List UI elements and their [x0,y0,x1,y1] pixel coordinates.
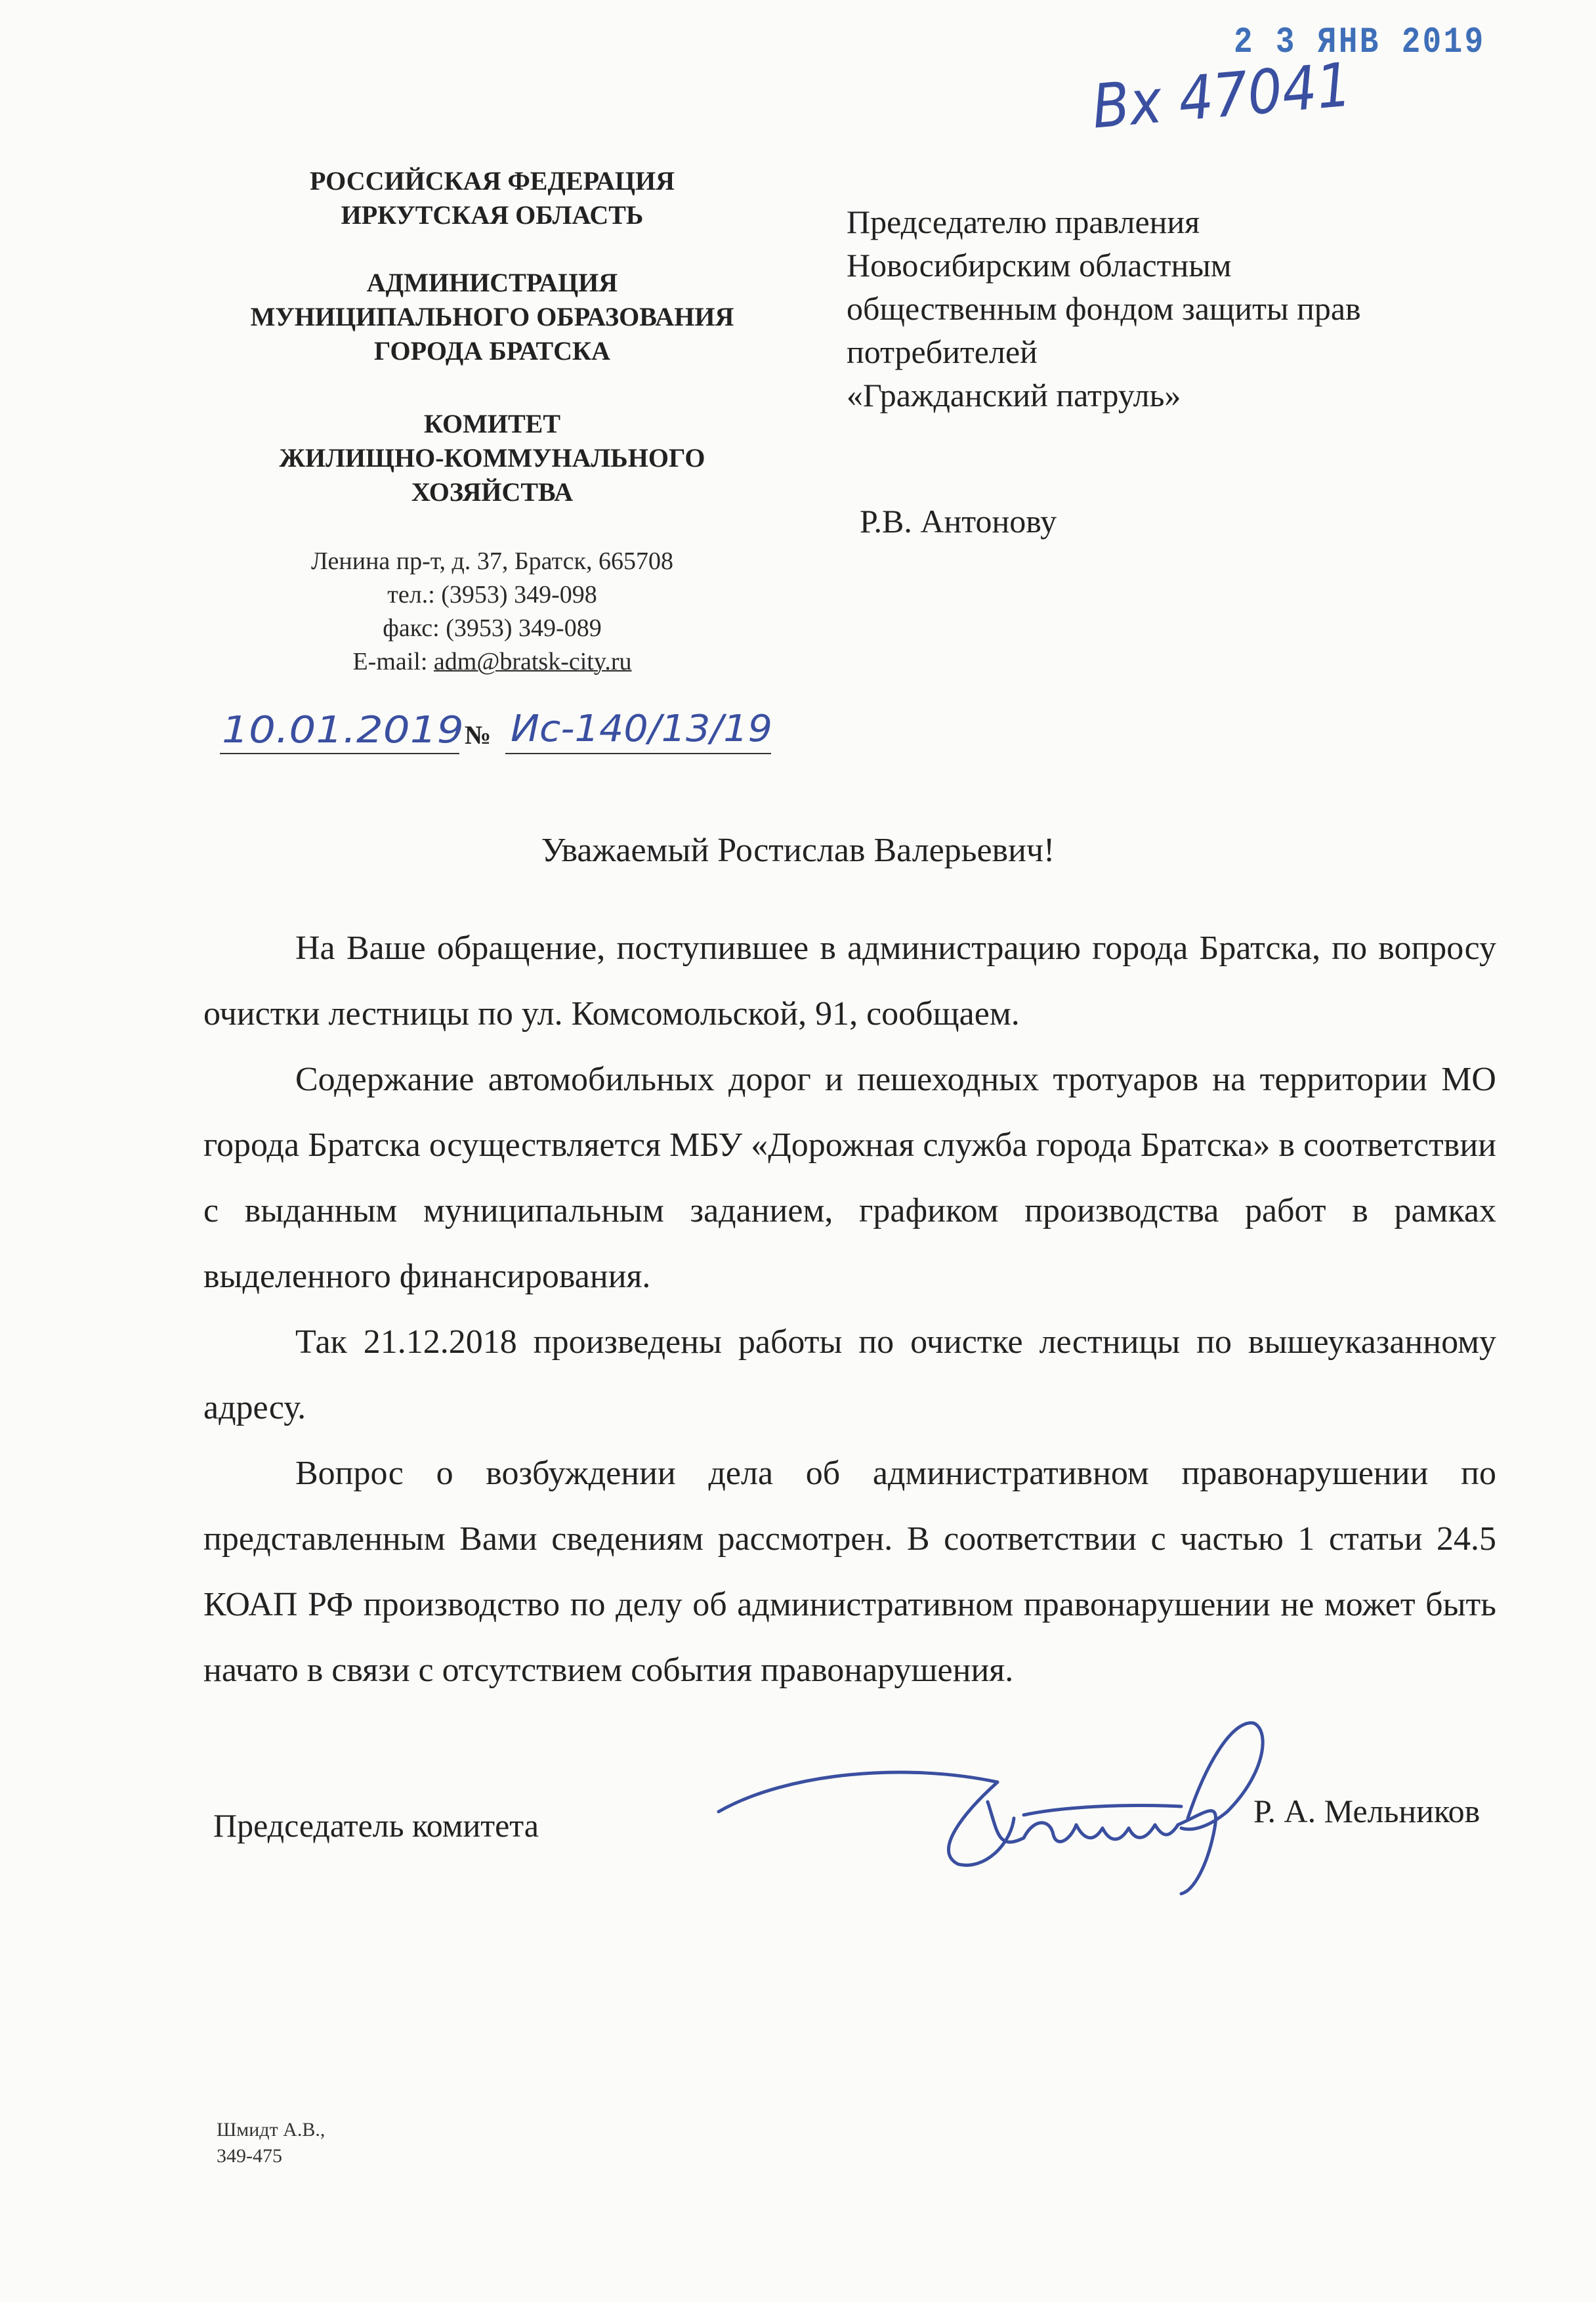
sender-phone: тел.: (3953) 349-098 [387,581,597,608]
dept-line-1: КОМИТЕТ [423,409,561,438]
incoming-number-handwritten: Вх 47041 [1089,49,1354,142]
org-line-1: АДМИНИСТРАЦИЯ [366,268,618,297]
federation-line: РОССИЙСКАЯ ФЕДЕРАЦИЯ [309,166,675,196]
dept-line-2: ЖИЛИЩНО-КОММУНАЛЬНОГО [279,443,705,473]
body-paragraph: Вопрос о возбуждении дела об административном правонарушении по представленным Вами сведениям рассмотрен. В соответствии с частью 1 статьи 24.5 КОАП РФ производство по делу об административном правонарушении не может быть начато в связи с отсутствием события правонарушения. [203,1455,1496,1689]
outgoing-date-handwritten: 10.01.2019 [222,709,464,752]
org-line-2: МУНИЦИПАЛЬНОГО ОБРАЗОВАНИЯ [250,302,734,331]
sender-contacts [217,545,768,679]
outgoing-number-sign: № [465,720,492,750]
body-paragraph: Так 21.12.2018 произведены работы по очистке лестницы по вышеуказанному адресу. [203,1323,1496,1426]
handwritten-signature [719,1723,1263,1894]
sender-address: Ленина пр-т, д. 37, Братск, 665708 [311,547,673,575]
recipient-line-3: общественным фондом защиты прав [847,290,1361,327]
recipient-line-1: Председателю правления [847,203,1200,240]
signatory-title: Председатель комитета [213,1807,539,1844]
executor-name: Шмидт А.В., [217,2119,326,2141]
sender-org [197,266,788,368]
recipient-name: Р.В. Антонову [860,503,1057,540]
sender-department [197,407,788,509]
org-line-3: ГОРОДА БРАТСКА [374,336,610,366]
email-label: E-mail: [352,648,434,675]
recipient-line-5: «Гражданский патруль» [847,377,1181,414]
executor-info [217,2117,325,2169]
signatory-name: Р. А. Мельников [1253,1793,1480,1829]
recipient-line-4: потребителей [847,333,1038,370]
email-link[interactable]: adm@bratsk-city.ru [433,648,632,675]
greeting: Уважаемый Ростислав Валерьевич! [541,832,1055,869]
body-paragraph: Содержание автомобильных дорог и пешеходных тротуаров на территории МО города Братска осуществляется МБУ «Дорожная служба города Братска» в соответствии с выданным муниципальным заданием, графиком производства работ в рамках выделенного финансирования. [203,1061,1496,1295]
recipient-line-2: Новосибирским областным [847,247,1232,284]
body-paragraph: На Ваше обращение, поступившее в администрацию города Братска, по вопросу очистки лестницы по ул. Комсомольской, 91, сообщаем. [203,929,1496,1033]
received-date-stamp: 2 3 ЯНВ 2019 [1234,21,1486,63]
sender-email-line [217,645,768,679]
sender-fax: факс: (3953) 349-089 [383,614,602,642]
outgoing-reference [217,708,794,755]
dept-line-3: ХОЗЯЙСТВА [411,477,574,507]
region-line: ИРКУТСКАЯ ОБЛАСТЬ [341,200,644,230]
executor-phone: 349-475 [217,2145,282,2167]
sender-header [197,164,788,232]
outgoing-number-handwritten: Ис-140/13/19 [511,708,773,750]
recipient-block [847,200,1503,417]
